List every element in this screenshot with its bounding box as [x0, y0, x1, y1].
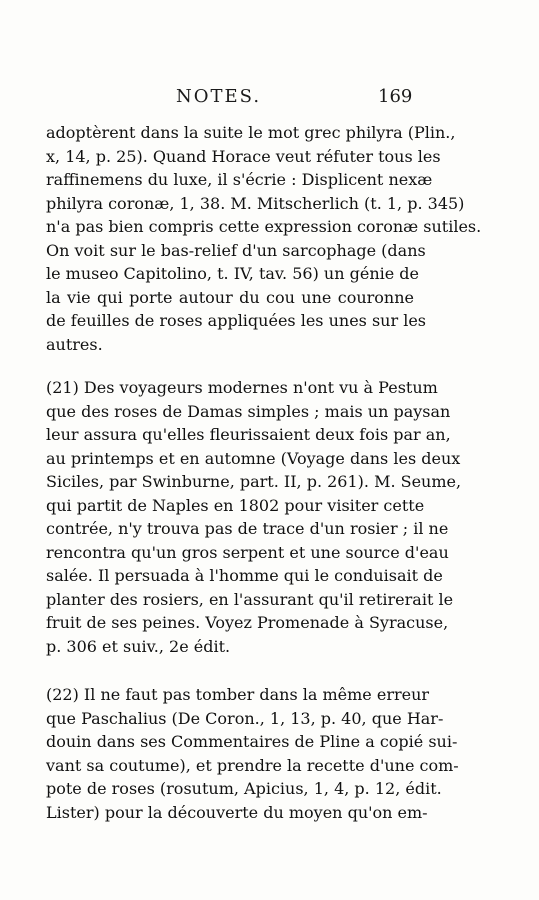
text-line: que Paschalius (De Coron., 1, 13, p. 40, que Har- — [46, 708, 444, 728]
text-line: Lister) pour la découverte du moyen qu'on em- — [46, 802, 428, 822]
running-title: NOTES. — [176, 86, 262, 107]
note-22-paragraph — [46, 683, 459, 824]
running-head — [0, 86, 539, 112]
text-line: p. 306 et suiv., 2e édit. — [46, 636, 231, 656]
text-line: raffinemens du luxe, il s'écrie : Displicent nexæ — [46, 170, 433, 189]
text-line: (22) Il ne faut pas tomber dans la même erreur — [46, 685, 430, 704]
text-line: fruit de ses peines. Voyez Promenade à Syracuse, — [46, 613, 449, 632]
page-number: 169 — [378, 86, 413, 107]
text-line: vant sa coutume), et prendre la recette d'une com- — [46, 755, 459, 775]
text-line: que des roses de Damas simples ; mais un paysan — [46, 401, 451, 421]
text-line: au printemps et en automne (Voyage dans les deux — [46, 448, 461, 468]
text-line: contrée, n'y trouva pas de trace d'un rosier ; il ne — [46, 519, 449, 538]
text-line: adoptèrent dans la suite le mot grec philyra (Plin., — [46, 123, 456, 142]
text-line: Siciles, par Swinburne, part. II, p. 261). M. Seume, — [46, 472, 462, 491]
note-continuation-paragraph — [46, 121, 482, 356]
text-line: planter des rosiers, en l'assurant qu'il retirerait le — [46, 589, 454, 609]
text-line: leur assura qu'elles fleurissaient deux fois par an, — [46, 425, 451, 444]
note-21-paragraph — [46, 376, 462, 658]
text-line: pote de roses (rosutum, Apicius, 1, 4, p. 12, édit. — [46, 779, 442, 798]
text-line: x, 14, p. 25). Quand Horace veut réfuter tous les — [46, 146, 441, 166]
text-line: la vie qui porte autour du cou une couronne — [46, 287, 414, 307]
text-line: salée. Il persuada à l'homme qui le conduisait de — [46, 566, 443, 585]
text-line: rencontra qu'un gros serpent et une source d'eau — [46, 542, 449, 562]
text-line: autres. — [46, 334, 103, 354]
text-line: le museo Capitolino, t. IV, tav. 56) un génie de — [46, 264, 420, 283]
text-line: (21) Des voyageurs modernes n'ont vu à Pestum — [46, 378, 438, 397]
text-line: philyra coronæ, 1, 38. M. Mitscherlich (t. 1, p. 345) — [46, 193, 465, 213]
text-line: On voit sur le bas-relief d'un sarcophage (dans — [46, 240, 426, 260]
text-line: qui partit de Naples en 1802 pour visiter cette — [46, 495, 425, 515]
text-line: de feuilles de roses appliquées les unes sur les — [46, 311, 427, 330]
text-line: douin dans ses Commentaires de Pline a copié sui- — [46, 732, 458, 751]
text-line: n'a pas bien compris cette expression coronæ sutiles. — [46, 217, 482, 236]
